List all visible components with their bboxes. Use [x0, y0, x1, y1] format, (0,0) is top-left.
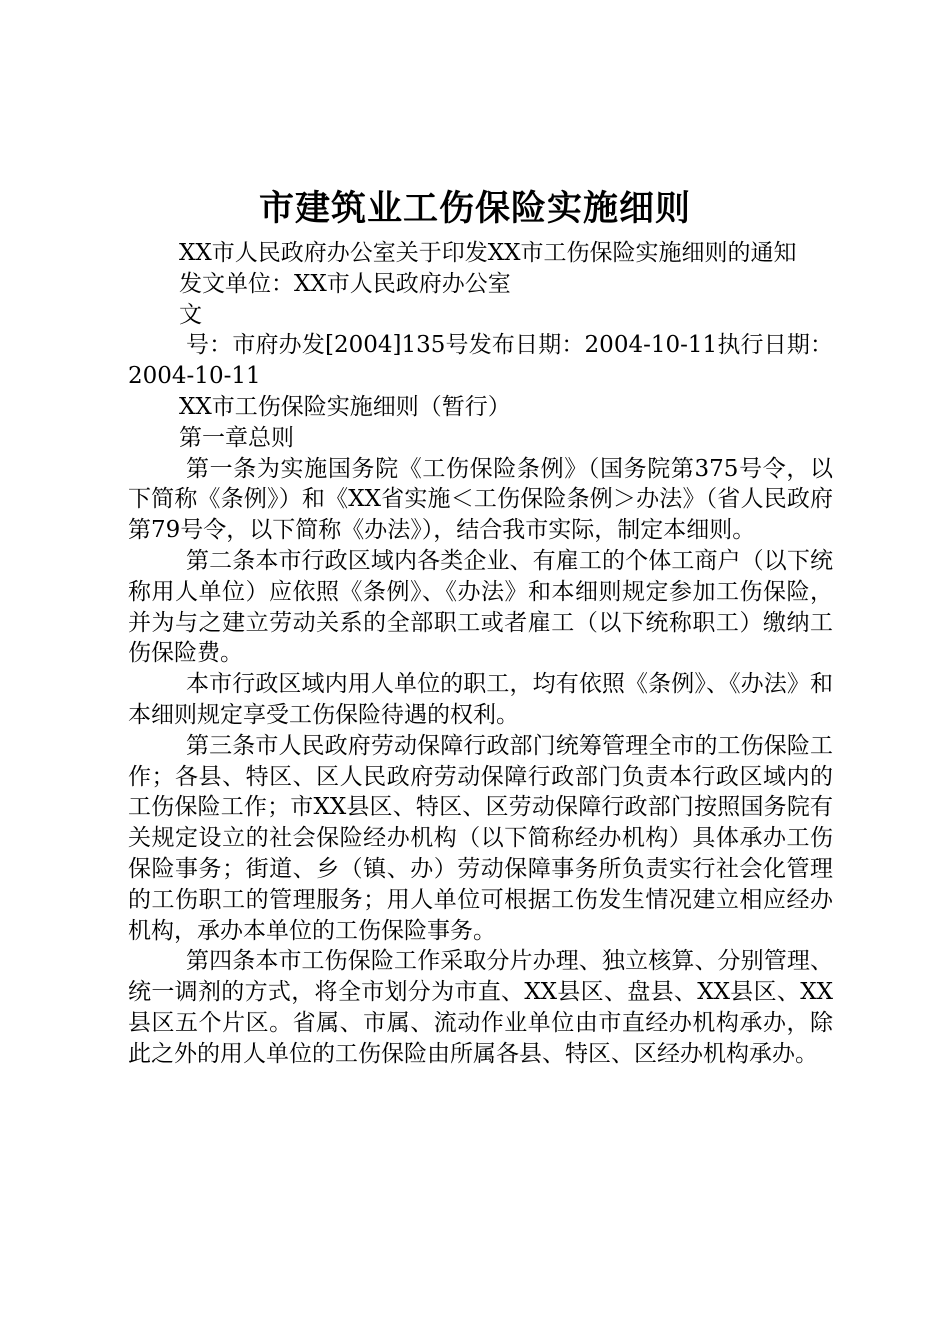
- paragraph-chapter-heading: 第一章总则: [179, 424, 294, 451]
- paragraph-doc-number-label: 文: [179, 301, 202, 328]
- paragraph-article-4: 第四条本市工伤保险工作采取分片办理、独立核算、分别管理、统一调剂的方式，将全市划分为市直、XX县区、盘县、XX县区、XX县区五个片区。省属、市属、流动作业单位由市直经办机构承办，除此之外的用人单位的工伤保险由所属各县、特区、区经办机构承办。: [128, 948, 833, 1067]
- paragraph-article-3: 第三条市人民政府劳动保障行政部门统筹管理全市的工伤保险工作；各县、特区、区人民政府劳动保障行政部门负责本行政区域内的工伤保险工作；市XX县区、特区、区劳动保障行政部门按照国务院有关规定设立的社会保险经办机构（以下简称经办机构）具体承办工伤保险事务；街道、乡（镇、办）劳动保障事务所负责实行社会化管理的工伤职工的管理服务；用人单位可根据工伤发生情况建立相应经办机构，承办本单位的工伤保险事务。: [128, 732, 833, 944]
- document-title: 市建筑业工伤保险实施细则: [258, 188, 691, 229]
- paragraph-doc-number-dates: 号：市府办发[2004]135号发布日期：2004-10-11执行日期：2004-10-11: [128, 332, 833, 390]
- paragraph-article-2-rights: 本市行政区域内用人单位的职工，均有依照《条例》、《办法》和本细则规定享受工伤保险待遇的权利。: [128, 671, 833, 728]
- paragraph-issuing-unit: 发文单位：XX市人民政府办公室: [179, 270, 511, 297]
- paragraph-subtitle: XX市工伤保险实施细则（暂行）: [179, 393, 511, 420]
- paragraph-article-1: 第一条为实施国务院《工伤保险条例》（国务院第375号令，以下简称《条例》）和《XX省实施＜工伤保险条例＞办法》（省人民政府第79号令，以下简称《办法》），结合我市实际，制定本细则。: [128, 455, 833, 544]
- document-body: [128, 238, 833, 1070]
- paragraph-notice-title: XX市人民政府办公室关于印发XX市工伤保险实施细则的通知: [179, 240, 797, 266]
- paragraph-article-2: 第二条本市行政区域内各类企业、有雇工的个体工商户（以下统称用人单位）应依照《条例》、《办法》和本细则规定参加工伤保险，并为与之建立劳动关系的全部职工或者雇工（以下统称职工）缴纳工伤保险费。: [128, 547, 833, 667]
